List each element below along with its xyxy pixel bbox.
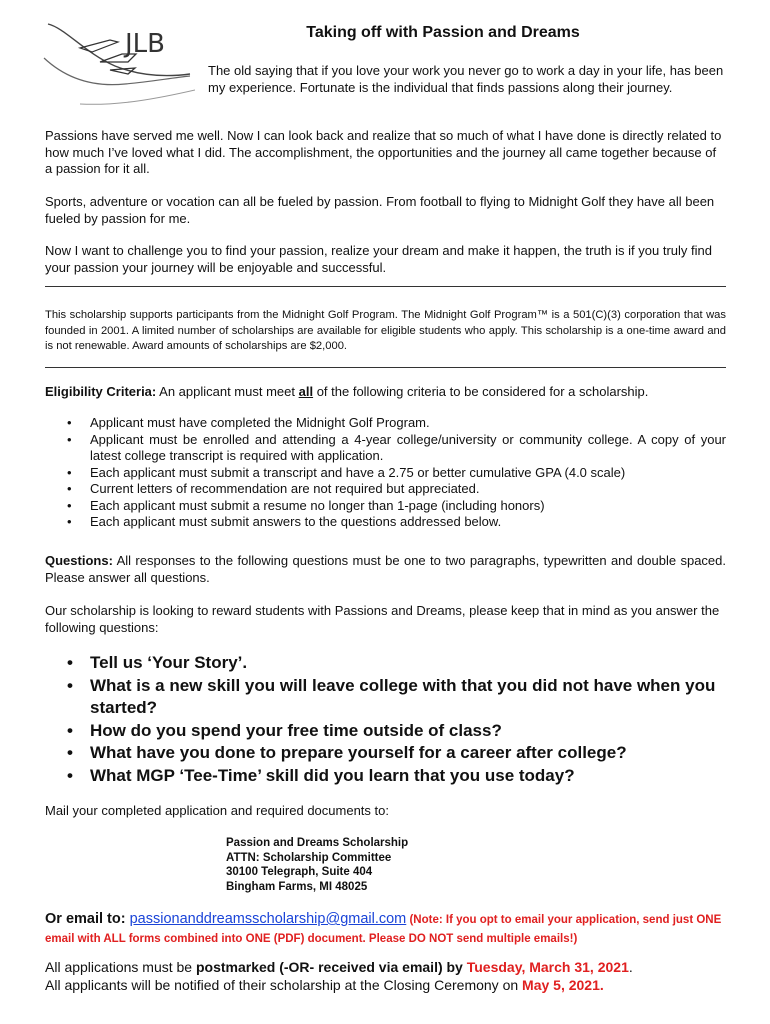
logo-text: JLB [125,29,165,59]
deadline-prefix: All applications must be [45,959,196,975]
questions-intro [45,553,726,586]
eligibility-intro [45,384,725,401]
questions-text: All responses to the following questions must be one to two paragraphs, typewritten and double spaced. Please answer all questions. [45,553,726,585]
deadline-section [45,958,633,994]
logo-wing [80,40,118,52]
logo-underline [80,90,195,104]
notification-line [45,976,633,994]
divider-top [45,286,726,287]
deadline-suffix: . [628,959,633,975]
deadline-bold: postmarked (-OR- received via email) by [195,959,467,975]
logo-swoosh-upper [48,24,190,76]
deadline-date: Tuesday, March 31, 2021 [466,959,629,975]
notification-date: May 5, 2021. [522,977,604,993]
email-section [45,910,735,948]
eligibility-text-after: of the following criteria to be considered for a scholarship. [313,384,649,399]
jlb-logo [40,18,195,110]
email-note: (Note: If you opt to email your application, send just ONE email with ALL forms combined into ONE (PDF) document. Please DO NOT send multiple emails!) [45,914,722,945]
email-link[interactable]: passionanddreamsscholarship@gmail.com [129,911,407,927]
mailing-address [226,836,408,894]
address-line: Bingham Farms, MI 48025 [226,880,368,893]
deadline-line [45,958,633,976]
eligibility-emphasis: all [298,384,314,399]
criteria-item: • Each applicant must submit a resume no longer than 1-page (including honors) [45,498,726,515]
question-item: • Tell us ‘Your Story’. [45,652,726,675]
address-line: Passion and Dreams Scholarship [226,837,409,849]
criteria-item: • Each applicant must submit a transcript and have a 2.75 or better cumulative GPA (4.0 scale) [45,465,726,482]
paragraph-passions: Passions have served me well. Now I can look back and realize that so much of what I have done is directly related to how much I’ve loved what I did. The accomplishment, the opportunities and the journey all came together because of a passion for it all. [45,128,722,176]
paragraph-sports: Sports, adventure or vocation can all be fueled by passion. From football to flying to Midnight Golf they have all been fueled by passion for me. [45,194,715,226]
questions-list [45,652,726,787]
mail-intro: Mail your completed application and required documents to: [45,803,389,818]
question-item: • What is a new skill you will leave college with that you did not have when you started? [45,675,726,720]
address-line: ATTN: Scholarship Committee [226,851,392,864]
question-item: • How do you spend your free time outside of class? [45,720,726,743]
divider-bottom [45,367,726,368]
eligibility-text-before: An applicant must meet [156,384,299,399]
eligibility-label: Eligibility Criteria: [45,384,157,399]
address-line: 30100 Telegraph, Suite 404 [226,866,373,878]
criteria-item: • Applicant must be enrolled and attending a 4-year college/university or community college. A copy of your latest college transcript is required with application. [45,432,726,465]
paragraph-challenge: Now I want to challenge you to find your passion, realize your dream and make it happen, the truth is if you truly find your passion your journey will be enjoyable and successful. [45,243,712,275]
scholarship-info: This scholarship supports participants from the Midnight Golf Program. The Midnight Golf Program™ is a 501(C)(3) corporation that was founded in 2001. A limited number of scholarships are available for eligible students who apply. This scholarship is a one-time award and is not renewable. Award amounts of scholarships are $2,000. [45,309,726,352]
page-title: Taking off with Passion and Dreams [306,24,580,41]
email-label: Or email to: [45,911,130,927]
questions-label: Questions: [45,553,113,568]
intro-paragraph: The old saying that if you love your work you never go to work a day in your life, has been my experience. Fortunate is the individual that finds passions along their journey. [208,63,724,95]
criteria-item: • Each applicant must submit answers to the questions addressed below. [45,514,726,531]
question-item: • What have you done to prepare yourself for a career after college? [45,742,726,765]
criteria-item: • Current letters of recommendation are not required but appreciated. [45,481,726,498]
notification-prefix: All applicants will be notified of their scholarship at the Closing Ceremony on [45,977,523,993]
criteria-item: • Applicant must have completed the Midnight Golf Program. [45,415,726,432]
question-item: • What MGP ‘Tee-Time’ skill did you learn that you use today? [45,765,726,788]
eligibility-list [45,415,726,531]
reward-paragraph: Our scholarship is looking to reward students with Passions and Dreams, please keep that in mind as you answer the following questions: [45,603,720,635]
